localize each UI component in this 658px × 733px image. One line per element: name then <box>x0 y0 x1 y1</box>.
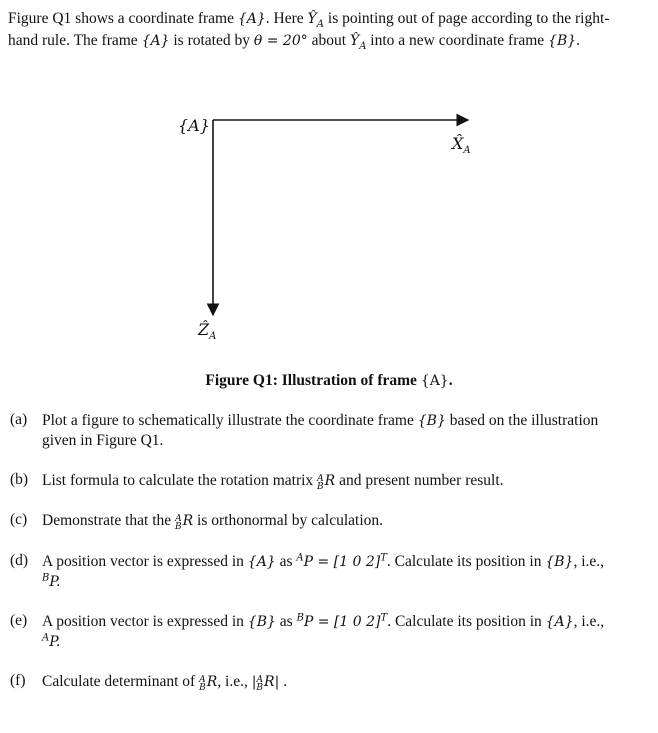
y-hat-a-symbol: $Ŷ_A$ <box>349 33 367 52</box>
intro-text: is pointing out of page according to the right- <box>324 10 610 27</box>
position-vector-result: $^B$P. <box>42 572 61 590</box>
frame-a-symbol: {A} <box>545 614 574 630</box>
frame-b-symbol: {B} <box>545 554 574 570</box>
frame-b-symbol: {B} <box>247 614 276 630</box>
question-a-label: (a) <box>10 411 28 428</box>
y-hat-a-symbol: $Ŷ_A$ <box>307 11 325 30</box>
question-b-text: List formula to calculate the rotation matrix A B R and present number result. <box>42 472 504 492</box>
intro-text: is rotated by <box>169 32 254 49</box>
frame-a-symbol: {A} <box>141 33 170 49</box>
question-c-label: (c) <box>10 511 28 528</box>
frame-a-diagram <box>0 100 658 360</box>
frame-b-symbol: {B} <box>548 33 577 49</box>
intro-text: hand rule. The frame <box>8 32 142 49</box>
position-vector: $^A$P = [1 0 2]$^T$ <box>296 552 387 570</box>
frame-a-label: {A} <box>178 116 210 135</box>
determinant-expression: | A B R| <box>251 674 280 693</box>
question-e-text: A position vector is expressed in {B} as $^B$P = [1 0 2]$^T$. Calculate its position in {A}, i.e., $^A$P. <box>42 612 654 652</box>
figure-caption: Figure Q1: Illustration of frame {A}. <box>205 372 453 389</box>
frame-a-symbol: {A} <box>237 11 266 27</box>
intro-text: into a new coordinate frame <box>366 32 549 49</box>
intro-text: Figure Q1 shows a coordinate frame <box>8 10 238 27</box>
intro-text: about <box>307 32 350 49</box>
theta-equation: θ = 20° <box>253 33 308 49</box>
position-vector: $^B$P = [1 0 2]$^T$ <box>296 612 388 630</box>
intro-text: . Here <box>265 10 308 27</box>
frame-a-symbol: {A} <box>420 373 449 389</box>
frame-a-symbol: {A} <box>247 554 276 570</box>
rotation-matrix-symbol: A B R <box>317 473 336 492</box>
frame-b-symbol: {B} <box>417 413 446 429</box>
x-axis-label: $X̂_A$ <box>452 134 471 157</box>
intro-line-1 <box>8 8 654 30</box>
rotation-matrix-symbol: A B R <box>199 674 218 693</box>
question-f-label: (f) <box>10 672 26 689</box>
question-e-label: (e) <box>10 612 28 629</box>
question-c-text: Demonstrate that the A B R is orthonormal by calculation. <box>42 512 384 532</box>
position-vector-result: $^A$P. <box>42 632 61 650</box>
question-a-text: Plot a figure to schematically illustrate the coordinate frame {B} based on the illustration given in Figure Q1. <box>42 412 599 449</box>
question-b-label: (b) <box>10 471 29 488</box>
z-axis-label: Ẑ$_A$ <box>198 320 217 343</box>
question-d-label: (d) <box>10 552 29 569</box>
intro-text: . <box>576 32 581 49</box>
rotation-matrix-symbol: A B R <box>175 513 194 532</box>
question-d-text: A position vector is expressed in {A} as $^A$P = [1 0 2]$^T$. Calculate its position in {B}, i.e., $^B$P. <box>42 552 654 592</box>
question-f-text: Calculate determinant of A B R, i.e., | A B R| . <box>42 673 288 693</box>
intro-line-2 <box>8 30 654 52</box>
intro-paragraph <box>8 8 654 52</box>
